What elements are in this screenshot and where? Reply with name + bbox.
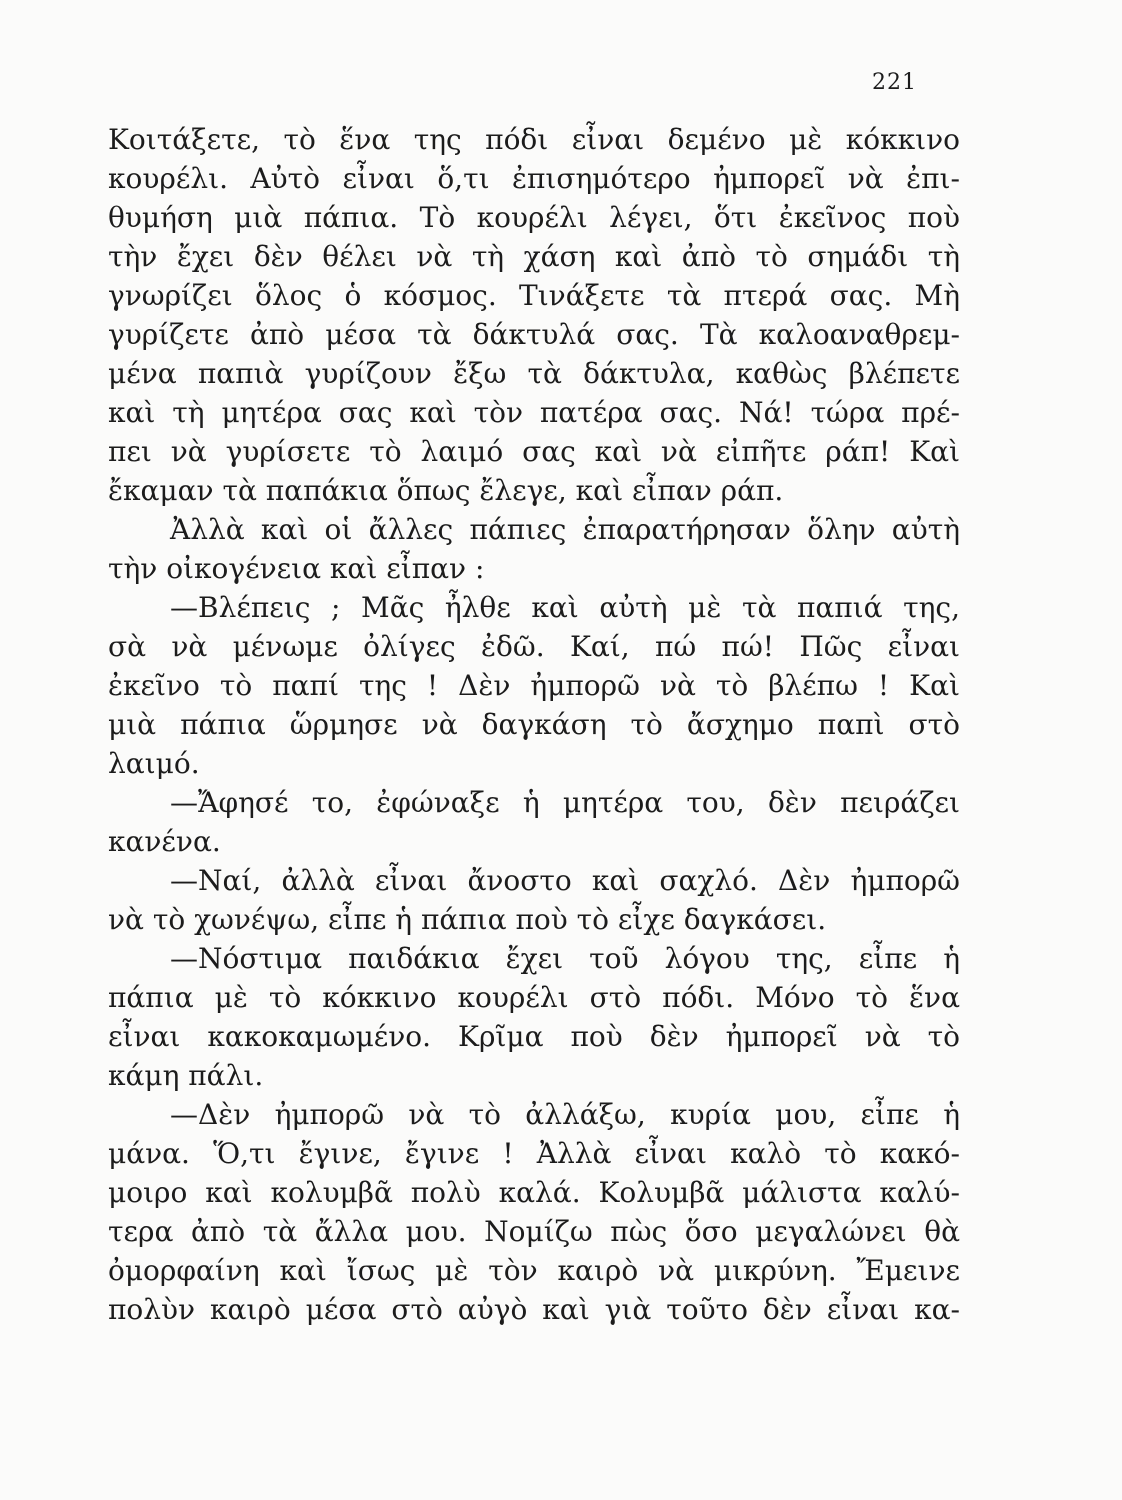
dialogue-line: —Ναί, ἀλλὰ εἶναι ἄνοστο καὶ σαχλό. Δὲν ἠμπορῶ (170, 864, 960, 897)
text-line: σὰ νὰ μένωμε ὀλίγες ἐδῶ. Καί, πώ πώ! Πῶς εἶναι (108, 630, 960, 663)
paragraph-start-line: Ἀλλὰ καὶ οἱ ἄλλες πάπιες ἐπαρατήρησαν ὅλην αὐτὴ (170, 513, 960, 546)
text-line: πει νὰ γυρίσετε τὸ λαιμό σας καὶ νὰ εἰπῆτε ράπ! Καὶ (108, 435, 960, 468)
page-number: 221 (872, 70, 917, 95)
text-line: γυρίζετε ἀπὸ μέσα τὰ δάκτυλά σας. Τὰ καλοαναθρεμ- (108, 318, 960, 351)
text-line: πολὺν καιρὸ μέσα στὸ αὐγὸ καὶ γιὰ τοῦτο δὲν εἶναι κα- (108, 1293, 960, 1326)
text-line: κουρέλι. Αὐτὸ εἶναι ὅ,τι ἐπισημότερο ἠμπορεῖ νὰ ἐπι- (108, 162, 960, 195)
text-line: Κοιτάξετε, τὸ ἕνα της πόδι εἶναι δεμένο μὲ κόκκινο (108, 123, 960, 156)
text-line: ἔκαμαν τὰ παπάκια ὅπως ἔλεγε, καὶ εἶπαν ράπ. (108, 474, 784, 507)
text-line: μάνα. Ὅ,τι ἔγινε, ἔγινε ! Ἀλλὰ εἶναι καλὸ τὸ κακό- (108, 1137, 960, 1170)
text-line: τὴν οἰκογένεια καὶ εἶπαν : (108, 552, 485, 585)
text-line: κάμη πάλι. (108, 1059, 264, 1092)
dialogue-line: —Ἄφησέ το, ἐφώναξε ἡ μητέρα του, δὲν πειράζει (170, 786, 960, 819)
text-line: τερα ἀπὸ τὰ ἄλλα μου. Νομίζω πὼς ὅσο μεγαλώνει θὰ (108, 1215, 960, 1248)
dialogue-line: —Νόστιμα παιδάκια ἔχει τοῦ λόγου της, εἶπε ἡ (170, 942, 960, 975)
text-line: ὀμορφαίνη καὶ ἴσως μὲ τὸν καιρὸ νὰ μικρύνη. Ἔμεινε (108, 1254, 960, 1287)
body-text (108, 120, 960, 1329)
text-line: μοιρο καὶ κολυμβᾶ πολὺ καλά. Κολυμβᾶ μάλιστα καλύ- (108, 1176, 960, 1209)
dialogue-line: —Δὲν ἠμπορῶ νὰ τὸ ἀλλάξω, κυρία μου, εἶπε ἡ (170, 1098, 960, 1131)
text-line: ἐκεῖνο τὸ παπί της ! Δὲν ἠμπορῶ νὰ τὸ βλέπω ! Καὶ (108, 669, 960, 702)
text-line: πάπια μὲ τὸ κόκκινο κουρέλι στὸ πόδι. Μόνο τὸ ἕνα (108, 981, 960, 1014)
text-line: κανένα. (108, 825, 221, 858)
text-line: θυμήση μιὰ πάπια. Τὸ κουρέλι λέγει, ὅτι ἐκεῖνος ποὺ (108, 201, 960, 234)
text-line: εἶναι κακοκαμωμένο. Κρῖμα ποὺ δὲν ἠμπορεῖ νὰ τὸ (108, 1020, 960, 1053)
text-line: νὰ τὸ χωνέψω, εἶπε ἡ πάπια ποὺ τὸ εἶχε δαγκάσει. (108, 903, 827, 936)
text-line: τὴν ἔχει δὲν θέλει νὰ τὴ χάση καὶ ἀπὸ τὸ σημάδι τὴ (108, 240, 960, 273)
text-line: λαιμό. (108, 747, 200, 780)
text-line: μιὰ πάπια ὥρμησε νὰ δαγκάση τὸ ἄσχημο παπὶ στὸ (108, 708, 960, 741)
text-line: μένα παπιὰ γυρίζουν ἔξω τὰ δάκτυλα, καθὼς βλέπετε (108, 357, 960, 390)
text-line: γνωρίζει ὅλος ὁ κόσμος. Τινάξετε τὰ πτερά σας. Μὴ (108, 279, 960, 312)
text-line: καὶ τὴ μητέρα σας καὶ τὸν πατέρα σας. Νά! τώρα πρέ- (108, 396, 960, 429)
dialogue-line: —Βλέπεις ; Μᾶς ἦλθε καὶ αὐτὴ μὲ τὰ παπιά της, (170, 591, 960, 624)
